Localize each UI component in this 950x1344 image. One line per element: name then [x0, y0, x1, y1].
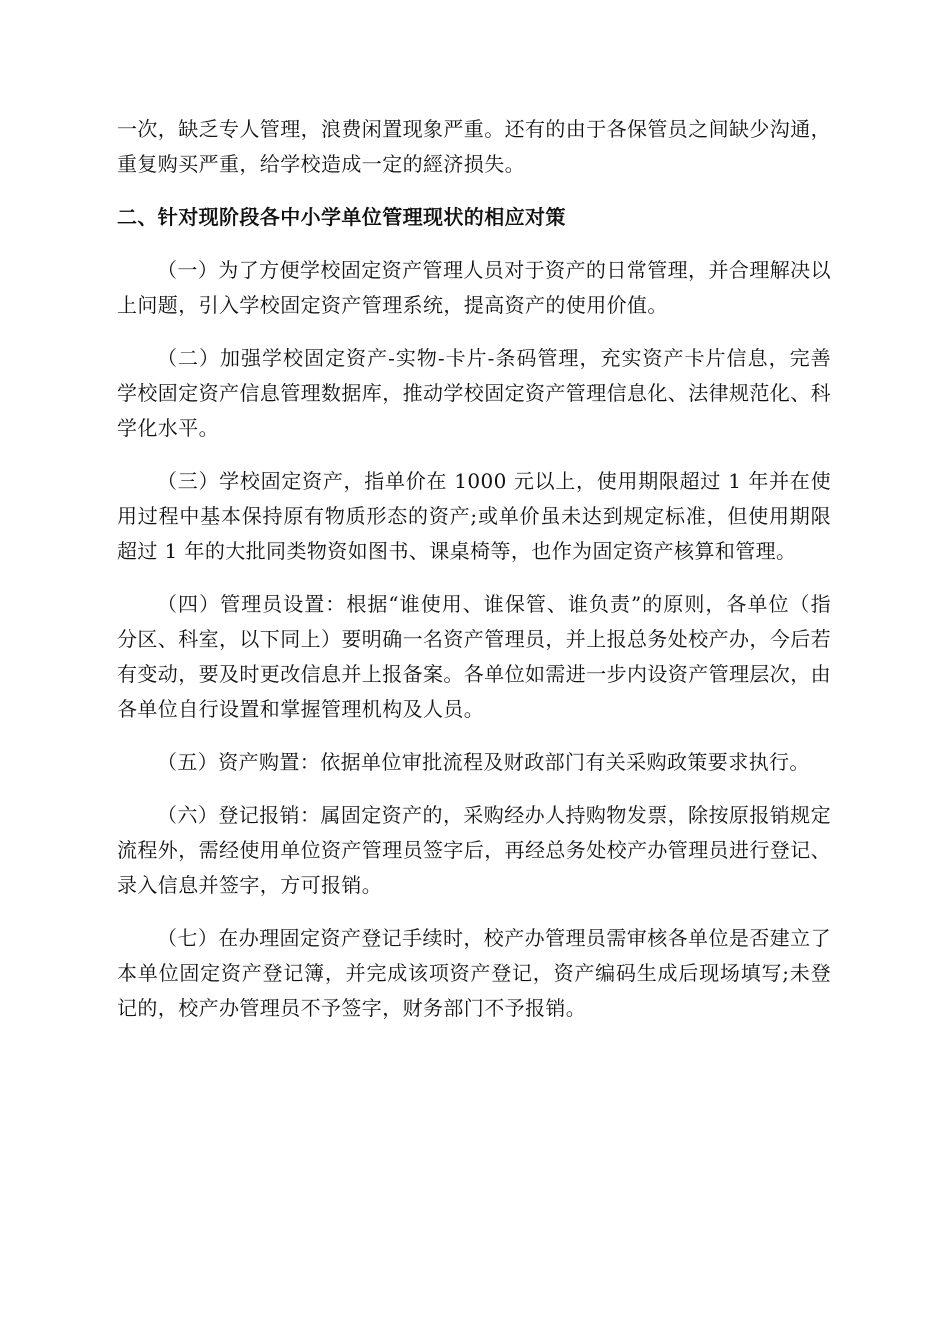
- paragraph-3: （三）学校固定资产，指单价在 1000 元以上，使用期限超过 1 年并在使用过程中基本保持原有物质形态的资产;或单价虽未达到规定标准，但使用期限超过 1 年的大批同类物资如图书、课桌椅等，也作为固定资产核算和管理。: [117, 469, 831, 563]
- intro-paragraph: 一次，缺乏专人管理，浪费闲置现象严重。还有的由于各保管员之间缺少沟通，重复购买严重，给学校造成一定的經济损失。: [117, 117, 831, 176]
- paragraph-2: （二）加强学校固定资产-实物-卡片-条码管理，充实资产卡片信息，完善学校固定资产信息管理数据库，推动学校固定资产管理信息化、法律规范化、科学化水平。: [117, 346, 831, 440]
- paragraph-4: （四）管理员设置：根据“谁使用、谁保管、谁负责”的原则，各单位（指分区、科室，以下同上）要明确一名资产管理员，并上报总务处校产办，今后若有变动，要及时更改信息并上报备案。各单位如需进一步内设资产管理层次，由各单位自行设置和掌握管理机构及人员。: [117, 592, 831, 721]
- paragraph-6: （六）登记报销：属固定资产的，采购经办人持购物发票，除按原报销规定流程外，需经使用单位资产管理员签字后，再经总务处校产办管理员进行登记、录入信息并签字，方可报销。: [117, 803, 831, 897]
- paragraph-5: （五）资产购置：依据单位审批流程及财政部门有关采购政策要求执行。: [157, 750, 810, 774]
- section-heading: 二、针对现阶段各中小学单位管理现状的相应对策: [117, 205, 566, 229]
- document-body: [117, 112, 831, 1026]
- paragraph-1: （一）为了方便学校固定资产管理人员对于资产的日常管理，并合理解决以上问题，引入学校固定资产管理系统，提高资产的使用价值。: [117, 258, 831, 317]
- paragraph-7: （七）在办理固定资产登记手续时，校产办管理员需审核各单位是否建立了本单位固定资产登记簿，并完成该项资产登记，资产编码生成后现场填写;未登记的，校产办管理员不予签字，财务部门不予报销。: [117, 926, 831, 1020]
